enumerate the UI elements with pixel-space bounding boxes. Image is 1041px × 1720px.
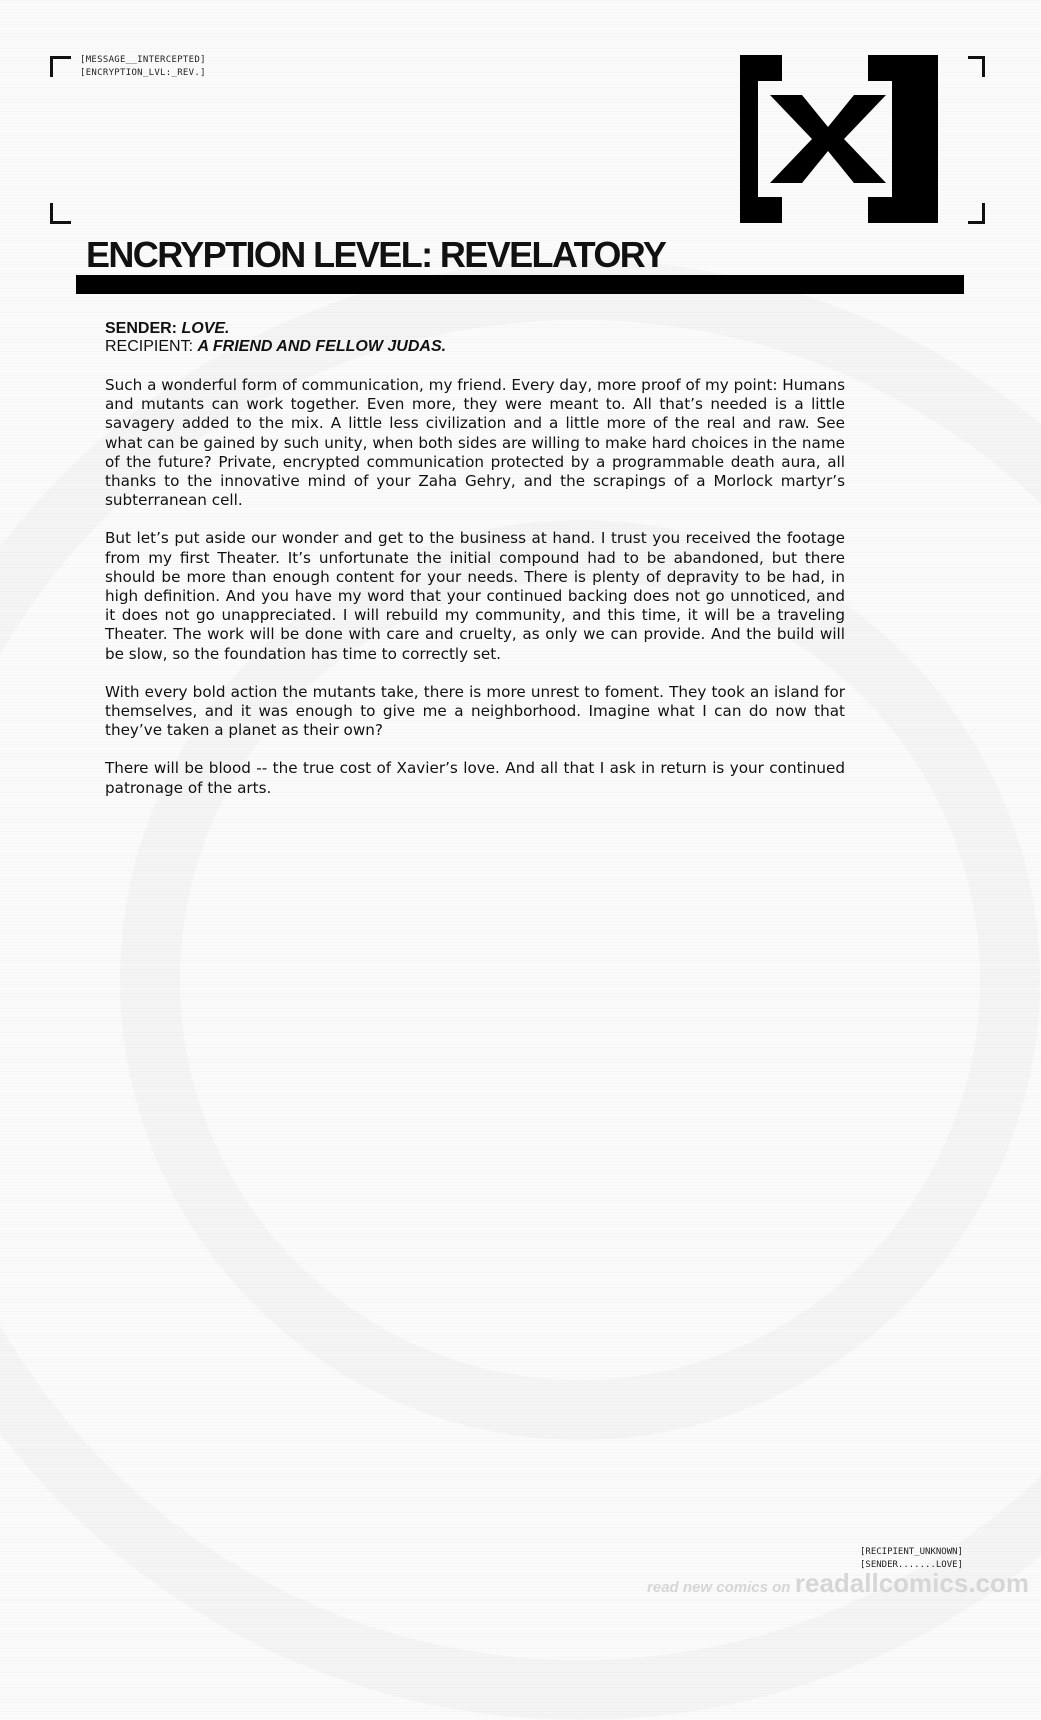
frame-corner-bottom-right xyxy=(968,203,985,224)
watermark xyxy=(647,1568,1029,1599)
page-title: ENCRYPTION LEVEL: REVELATORY xyxy=(86,234,666,275)
message-paragraph: But let’s put aside our wonder and get to the business at hand. I trust you received the footage from my first Theater. It’s unfortunate the initial compound had to be abandoned, but there should be more than enough content for your needs. There is plenty of depravity to be had, in high definition. And you have my word that your continued backing does not go unnoticed, and it does not go unappreciated. I will rebuild my community, and this time, it will be a traveling Theater. The work will be done with care and cruelty, as only we can provide. And the build will be slow, so the foundation has time to correctly set. xyxy=(105,529,845,663)
message-paragraph: Such a wonderful form of communication, my friend. Every day, more proof of my point: Humans and mutants can work together. Even more, they were meant to. All that’s needed is a little savagery added to the mix. A little less civilization and a little more of the real and raw. See what can be gained by such unity, when both sides are willing to make hard choices in the name of the future? Private, encrypted communication protected by a programmable death aura, all thanks to the innovative mind of your Zaha Gehry, and the scrapings of a Morlock martyr’s subterranean cell. xyxy=(105,376,845,510)
message-paragraph: There will be blood -- the true cost of Xavier’s love. And all that I ask in return is your continued patronage of the arts. xyxy=(105,759,845,797)
recipient-line xyxy=(105,338,845,356)
sender-value: LOVE. xyxy=(181,320,230,337)
frame-corner-bottom-left xyxy=(50,203,71,224)
watermark-site-text: readallcomics.com xyxy=(794,1568,1029,1598)
title-underline-bar xyxy=(76,275,964,294)
meta-line: [MESSAGE__INTERCEPTED] xyxy=(80,55,206,65)
x-bracket-logo-icon xyxy=(740,55,955,223)
meta-line: [SENDER.......LOVE] xyxy=(860,1560,963,1570)
meta-line: [RECIPIENT_UNKNOWN] xyxy=(860,1547,963,1557)
message-header xyxy=(105,320,845,356)
recipient-value: A FRIEND AND FELLOW JUDAS. xyxy=(197,338,447,355)
intercept-meta-top xyxy=(80,54,206,80)
message-body xyxy=(105,320,845,817)
frame-corner-top-right xyxy=(968,56,985,77)
sender-label: SENDER: xyxy=(105,320,178,337)
meta-line: [ENCRYPTION_LVL:_REV.] xyxy=(80,68,206,78)
message-paragraph: With every bold action the mutants take, there is more unrest to foment. They took an island for themselves, and it was enough to give me a neighborhood. Imagine what I can do now that they’ve taken a planet as their own? xyxy=(105,682,845,740)
sender-line xyxy=(105,320,845,338)
watermark-small-text: read new comics on xyxy=(647,1579,791,1596)
frame-corner-top-left xyxy=(50,56,71,77)
recipient-label: RECIPIENT: xyxy=(105,338,194,355)
